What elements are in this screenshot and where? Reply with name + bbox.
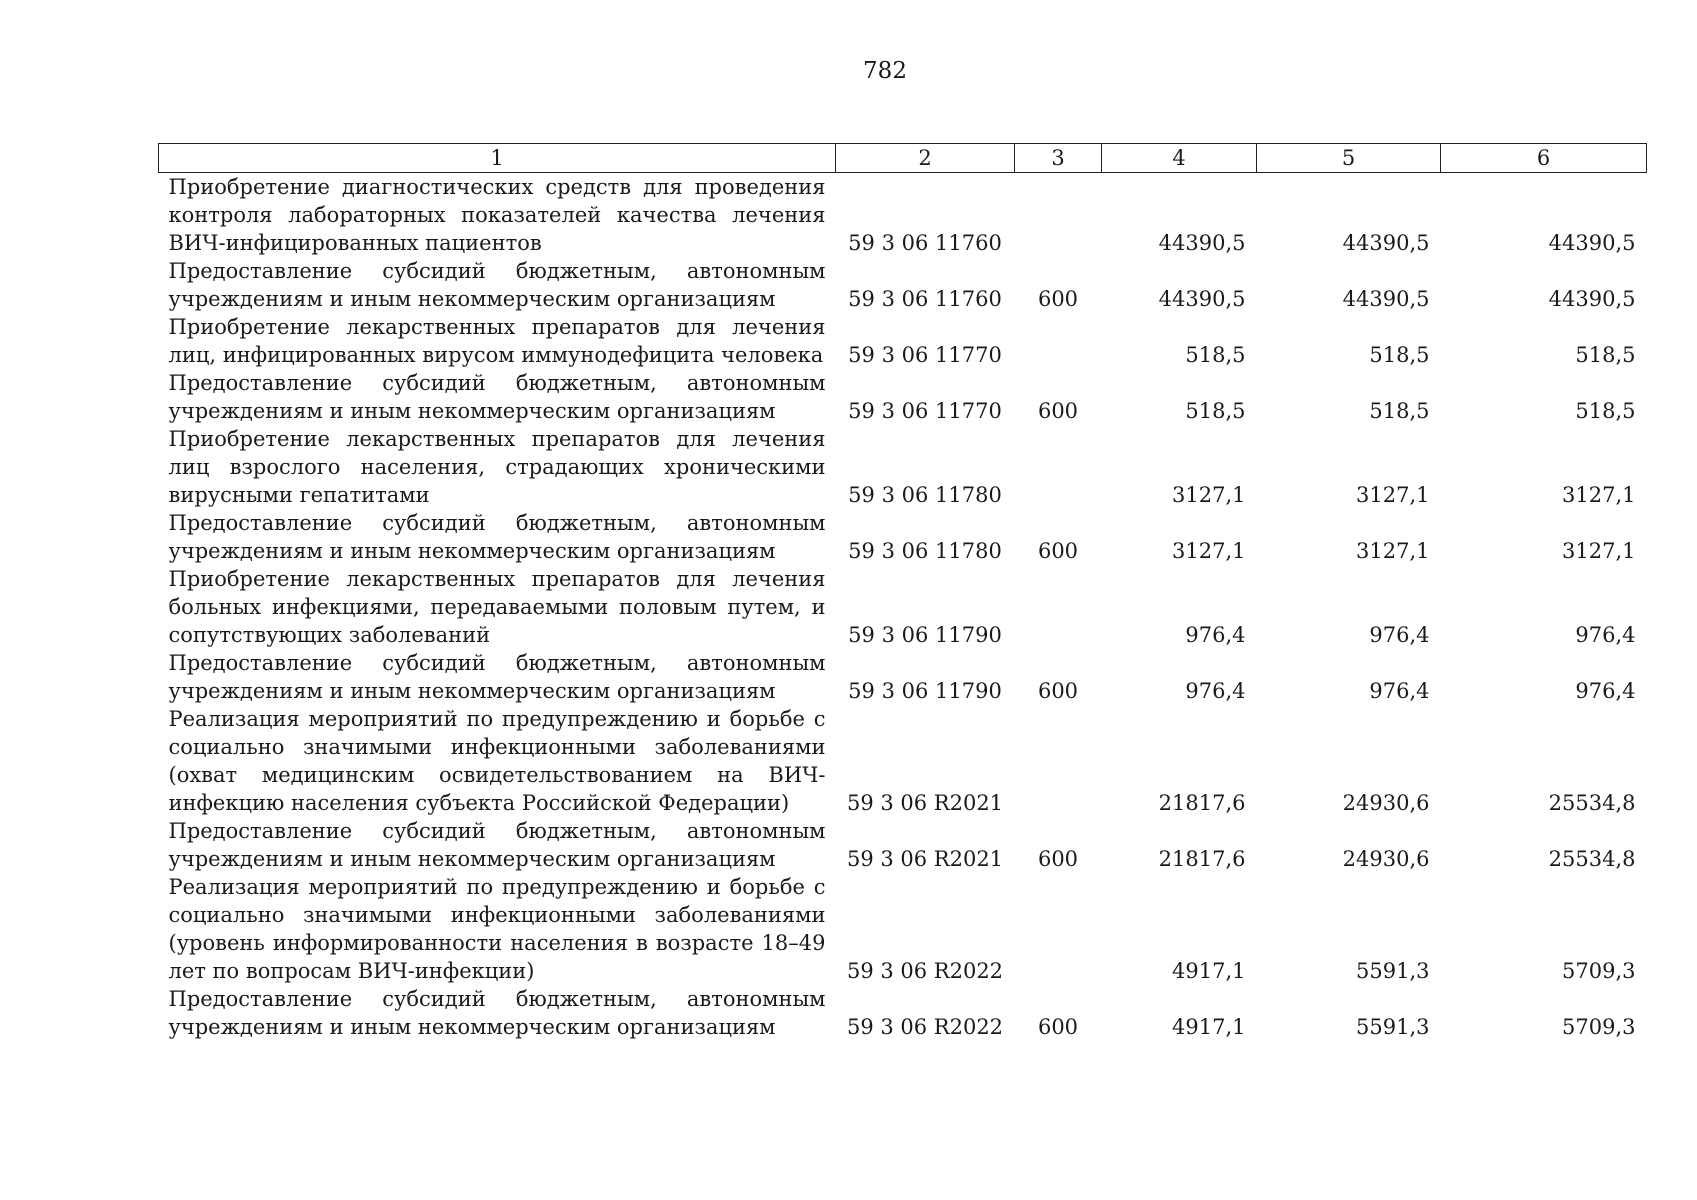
row-name: Приобретение лекарственных препаратов для лечения лиц, инфицированных вирусом иммунодефицита человека	[168, 315, 826, 367]
header-col-4: 4	[1102, 144, 1257, 173]
row-value-6: 5709,3	[1562, 1015, 1636, 1039]
row-value-5: 976,4	[1369, 679, 1430, 703]
header-col-6: 6	[1441, 144, 1647, 173]
header-col-2: 2	[836, 144, 1015, 173]
row-value-4: 4917,1	[1172, 1015, 1246, 1039]
row-value-5: 5591,3	[1356, 959, 1430, 983]
row-value-4: 4917,1	[1172, 959, 1246, 983]
row-value-4: 3127,1	[1172, 539, 1246, 563]
row-type: 600	[1037, 287, 1079, 311]
table-row	[159, 649, 1647, 705]
row-type	[1015, 313, 1102, 369]
row-value-5: 44390,5	[1342, 231, 1430, 255]
table-row	[159, 257, 1647, 313]
row-name: Приобретение лекарственных препаратов для лечения лиц взрослого населения, страдающих хроническими вирусными гепатитами	[168, 427, 826, 507]
row-value-4: 976,4	[1185, 623, 1246, 647]
header-row	[159, 144, 1647, 173]
row-code: 59 3 06 11790	[848, 623, 1002, 647]
table-row	[159, 425, 1647, 509]
row-type: 600	[1037, 539, 1079, 563]
header-col-3: 3	[1015, 144, 1102, 173]
row-name: Приобретение лекарственных препаратов для лечения больных инфекциями, передаваемыми половым путем, и сопутствующих заболеваний	[168, 567, 826, 647]
row-value-4: 21817,6	[1158, 791, 1246, 815]
table-row	[159, 817, 1647, 873]
row-value-4: 518,5	[1185, 343, 1246, 367]
row-value-5: 3127,1	[1356, 539, 1430, 563]
row-code: 59 3 06 11790	[848, 679, 1002, 703]
row-code: 59 3 06 11770	[848, 399, 1002, 423]
row-value-5: 24930,6	[1342, 847, 1430, 871]
table-header	[159, 144, 1647, 173]
row-value-4: 21817,6	[1158, 847, 1246, 871]
row-type	[1015, 173, 1102, 258]
table-row	[159, 509, 1647, 565]
row-code: 59 3 06 11770	[848, 343, 1002, 367]
row-type	[1015, 873, 1102, 985]
table-row	[159, 985, 1647, 1041]
row-code: 59 3 06 11760	[848, 287, 1002, 311]
row-value-5: 3127,1	[1356, 483, 1430, 507]
header-col-5: 5	[1257, 144, 1441, 173]
row-code: 59 3 06 R2022	[846, 1015, 1004, 1039]
row-type: 600	[1037, 1015, 1079, 1039]
row-value-5: 44390,5	[1342, 287, 1430, 311]
row-value-5: 5591,3	[1356, 1015, 1430, 1039]
row-value-6: 976,4	[1575, 679, 1636, 703]
row-name: Реализация мероприятий по предупреждению и борьбе с социально значимыми инфекционными заболеваниями (уровень информированности населения в возрасте 18–49 лет по вопросам ВИЧ-инфекции)	[168, 875, 826, 983]
row-name: Предоставление субсидий бюджетным, автономным учреждениям и иным некоммерческим организациям	[168, 651, 826, 703]
row-value-6: 5709,3	[1562, 959, 1636, 983]
row-value-5: 518,5	[1369, 343, 1430, 367]
row-value-6: 518,5	[1575, 343, 1636, 367]
row-value-4: 976,4	[1185, 679, 1246, 703]
row-value-6: 976,4	[1575, 623, 1636, 647]
row-value-6: 3127,1	[1562, 483, 1636, 507]
row-value-4: 518,5	[1185, 399, 1246, 423]
row-type	[1015, 705, 1102, 817]
table-body	[159, 173, 1647, 1042]
row-value-6: 44390,5	[1548, 287, 1636, 311]
row-code: 59 3 06 11760	[848, 231, 1002, 255]
row-name: Предоставление субсидий бюджетным, автономным учреждениям и иным некоммерческим организациям	[168, 987, 826, 1039]
row-code: 59 3 06 R2022	[846, 959, 1004, 983]
row-value-4: 44390,5	[1158, 231, 1246, 255]
row-value-4: 44390,5	[1158, 287, 1246, 311]
table-row	[159, 369, 1647, 425]
row-name: Предоставление субсидий бюджетным, автономным учреждениям и иным некоммерческим организациям	[168, 511, 826, 563]
row-name: Предоставление субсидий бюджетным, автономным учреждениям и иным некоммерческим организациям	[168, 819, 826, 871]
table-row	[159, 313, 1647, 369]
budget-table	[158, 143, 1647, 1041]
row-value-6: 25534,8	[1548, 847, 1636, 871]
row-value-4: 3127,1	[1172, 483, 1246, 507]
row-code: 59 3 06 R2021	[846, 847, 1004, 871]
row-value-5: 24930,6	[1342, 791, 1430, 815]
row-value-6: 25534,8	[1548, 791, 1636, 815]
row-type: 600	[1037, 847, 1079, 871]
row-type: 600	[1037, 399, 1079, 423]
table-row	[159, 873, 1647, 985]
row-code: 59 3 06 R2021	[846, 791, 1004, 815]
row-type	[1015, 425, 1102, 509]
page-number: 782	[863, 58, 907, 84]
header-col-1: 1	[159, 144, 836, 173]
row-type	[1015, 565, 1102, 649]
row-name: Предоставление субсидий бюджетным, автономным учреждениям и иным некоммерческим организациям	[168, 259, 826, 311]
row-name: Приобретение диагностических средств для проведения контроля лабораторных показателей качества лечения ВИЧ-инфицированных пациентов	[168, 175, 826, 255]
row-value-5: 518,5	[1369, 399, 1430, 423]
table-row	[159, 565, 1647, 649]
row-value-6: 44390,5	[1548, 231, 1636, 255]
row-value-6: 518,5	[1575, 399, 1636, 423]
row-value-5: 976,4	[1369, 623, 1430, 647]
row-code: 59 3 06 11780	[848, 539, 1002, 563]
table-row	[159, 705, 1647, 817]
row-name: Реализация мероприятий по предупреждению и борьбе с социально значимыми инфекционными заболеваниями (охват медицинским освидетельствованием на ВИЧ-инфекцию населения субъекта Российской Федерации)	[168, 707, 826, 815]
row-type: 600	[1037, 679, 1079, 703]
row-name: Предоставление субсидий бюджетным, автономным учреждениям и иным некоммерческим организациям	[168, 371, 826, 423]
row-value-6: 3127,1	[1562, 539, 1636, 563]
table-row	[159, 173, 1647, 258]
row-code: 59 3 06 11780	[848, 483, 1002, 507]
